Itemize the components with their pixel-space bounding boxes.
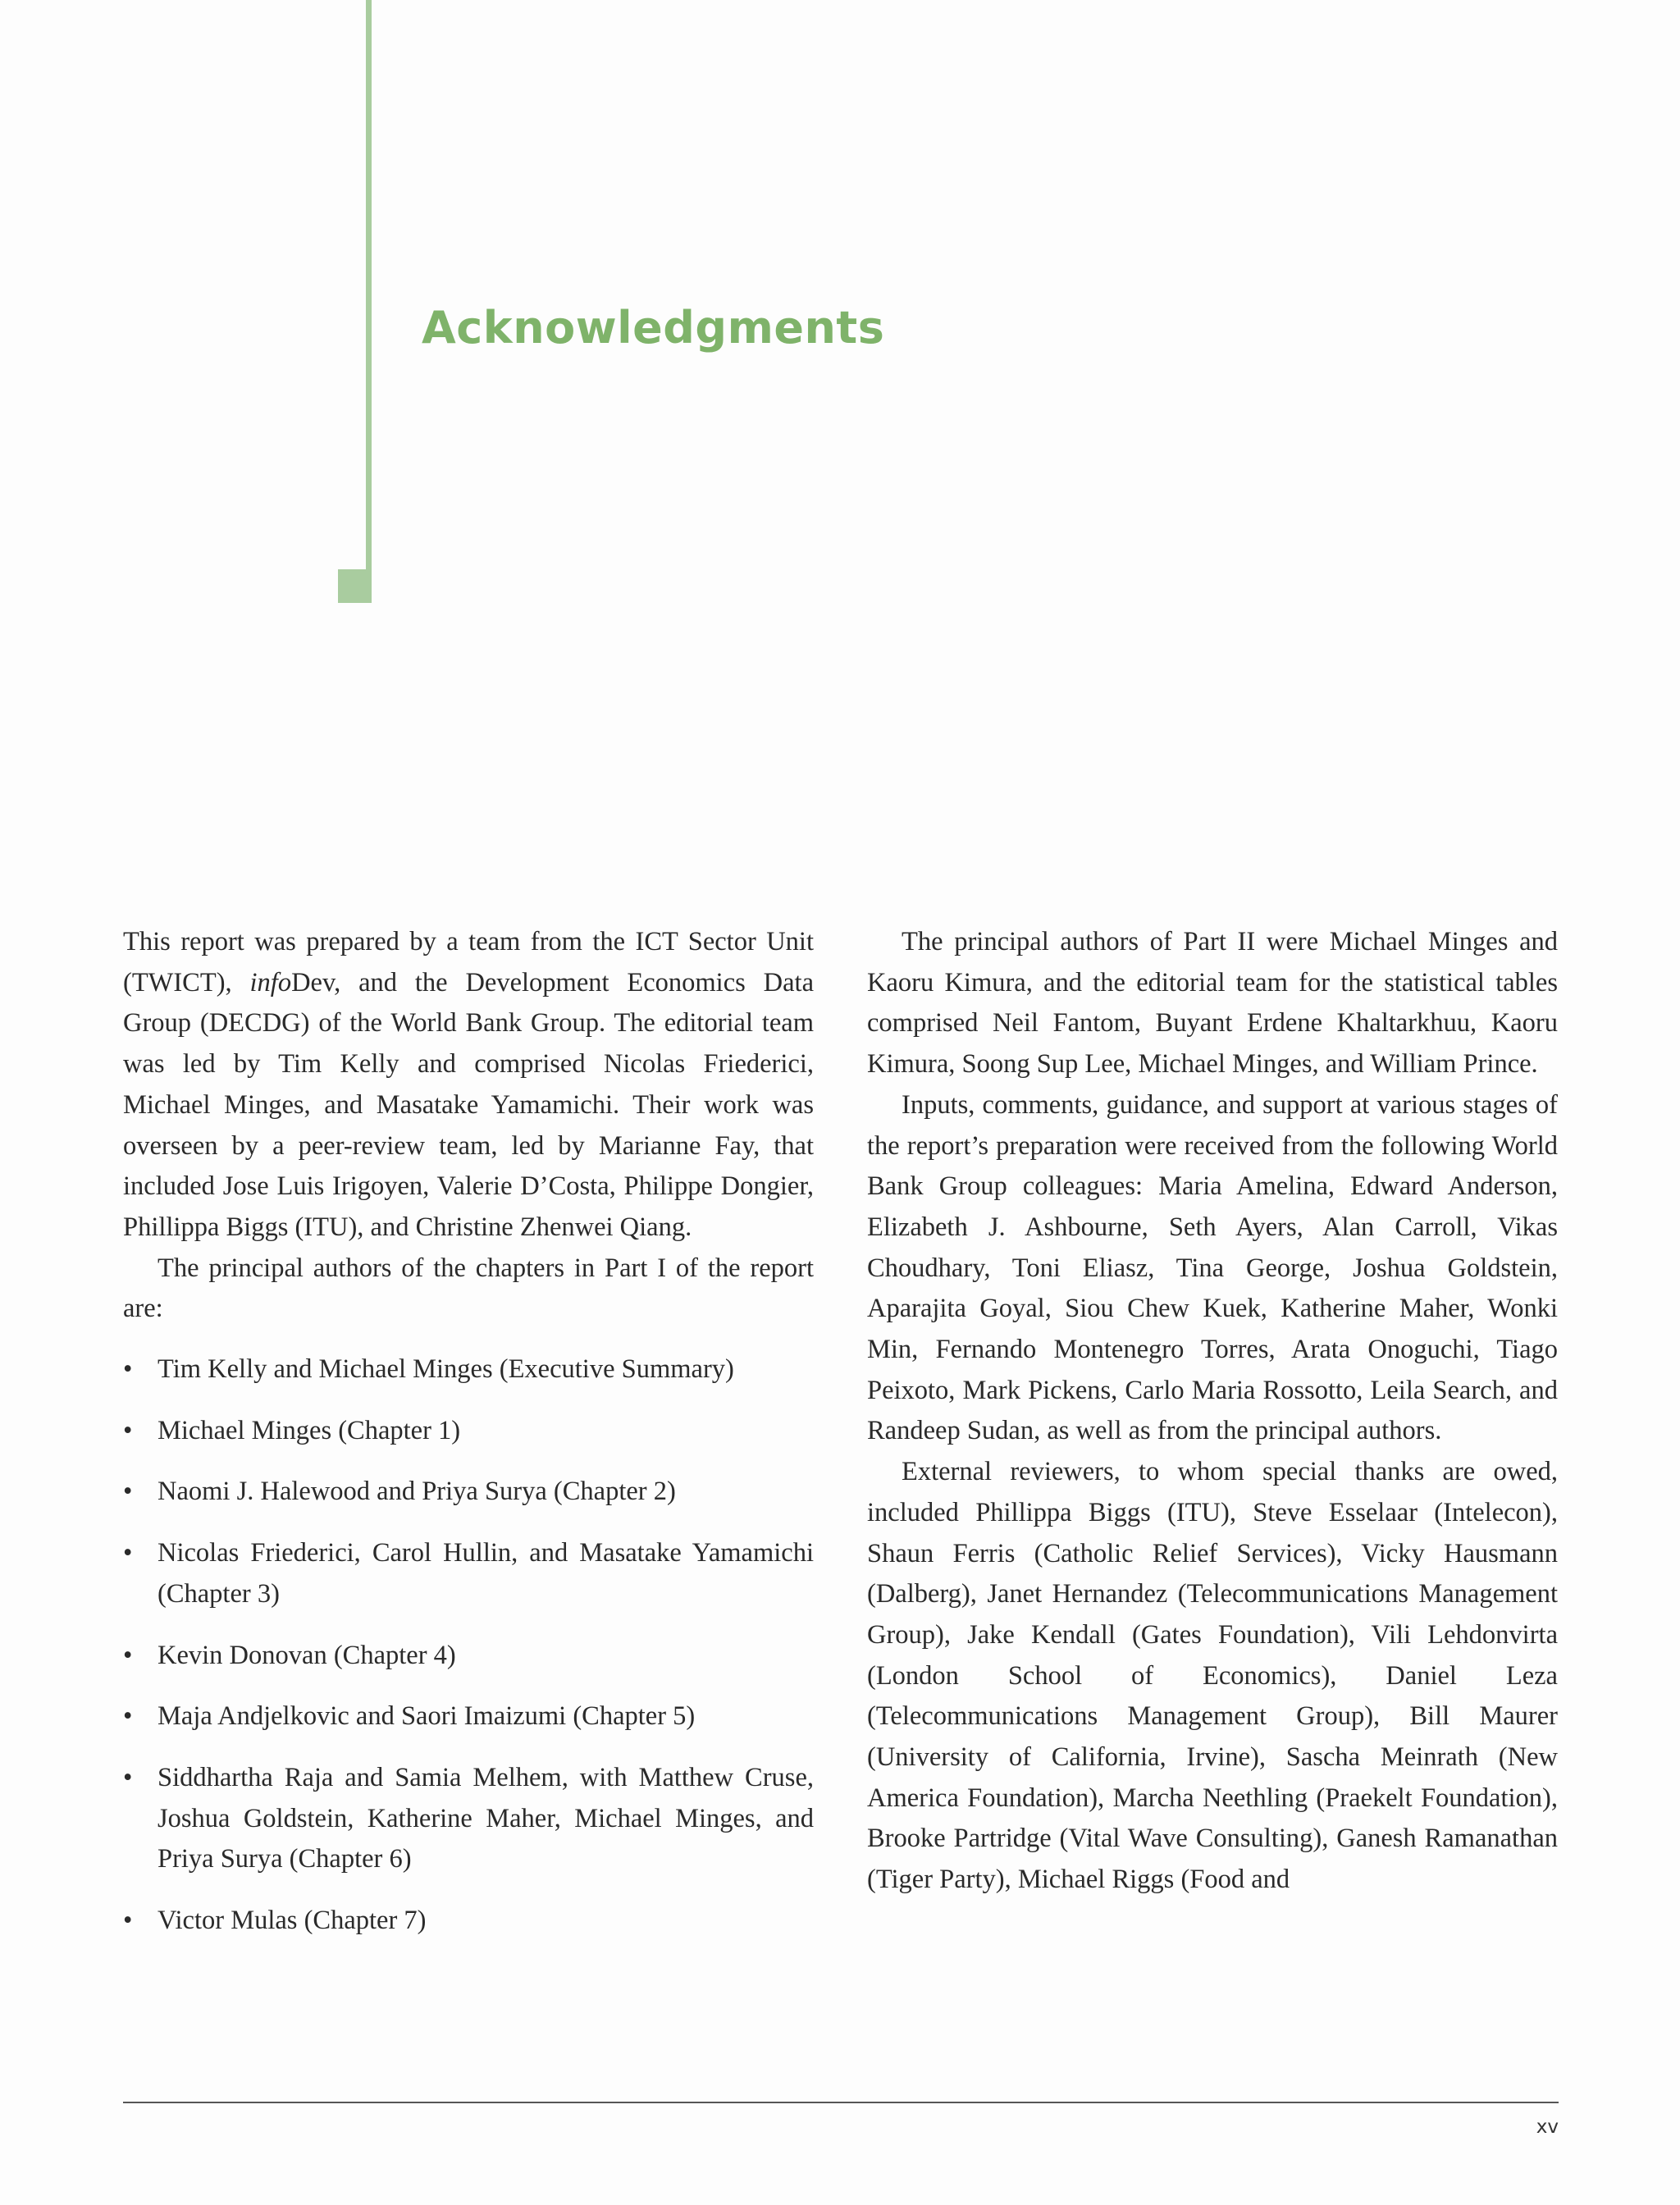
decorative-square	[338, 569, 372, 603]
list-item-text: Maja Andjelkovic and Saori Imaizumi (Chapter 5)	[158, 1701, 696, 1732]
page-number: xv	[1536, 2116, 1559, 2138]
colleagues-paragraph: Inputs, comments, guidance, and support at various stages of the report’s preparation were received from the following World Bank Group colleagues: Maria Amelina, Edward Anderson, Elizabeth J. Ashbourne, Seth Ayers, Alan Carroll, Vikas Choudhary, Toni Eliasz, Tina George, Joshua Goldstein, Aparajita Goyal, Siou Chew Kuek, Katherine Maher, Wonki Min, Fernando Montenegro Torres, Arata Onoguchi, Tiago Peixoto, Mark Pickens, Carlo Maria Rossotto, Leila Search, and Randeep Sudan, as well as from the principal authors.	[867, 1089, 1558, 1446]
list-item	[123, 1349, 814, 1390]
list-item-text: Naomi J. Halewood and Priya Surya (Chapter 2)	[158, 1477, 676, 1507]
decorative-vertical-rule	[366, 0, 372, 603]
list-item-text: Victor Mulas (Chapter 7)	[158, 1906, 427, 1936]
list-item	[123, 1758, 814, 1880]
chapter-authors-list	[123, 1349, 814, 1942]
left-column	[123, 922, 814, 1962]
list-item	[123, 1411, 814, 1452]
bullet-icon: •	[123, 1538, 133, 1568]
external-reviewers-paragraph: External reviewers, to whom special thanks are owed, included Phillippa Biggs (ITU), Steve Esselaar (Intelecon), Shaun Ferris (Catholic Relief Services), Vicky Hausmann (Dalberg), Janet Hernandez (Telecommunications Management Group), Jake Kendall (Gates Foundation), Vili Lehdonvirta (London School of Economics), Daniel Leza (Telecommunications Management Group), Bill Maurer (University of California, Irvine), Sascha Meinrath (New America Foundation), Marcha Neethling (Praekelt Foundation), Brooke Partridge (Vital Wave Consulting), Ganesh Ramanathan (Tiger Party), Michael Riggs (Food and	[867, 1457, 1558, 1895]
list-item	[123, 1901, 814, 1942]
part1-intro-paragraph: The principal authors of the chapters in Part I of the report are:	[123, 1253, 814, 1324]
bullet-icon: •	[123, 1701, 133, 1732]
bullet-icon: •	[123, 1906, 133, 1936]
list-item-text: Michael Minges (Chapter 1)	[158, 1415, 461, 1445]
bullet-icon: •	[123, 1477, 133, 1507]
list-item	[123, 1533, 814, 1614]
page-title: Acknowledgments	[422, 302, 885, 354]
list-item	[123, 1636, 814, 1677]
bullet-icon: •	[123, 1354, 133, 1385]
list-item-text: Tim Kelly and Michael Minges (Executive Summary)	[158, 1354, 734, 1385]
list-item-text: Kevin Donovan (Chapter 4)	[158, 1640, 456, 1670]
intro-paragraph	[123, 922, 814, 1249]
list-item-text: Nicolas Friederici, Carol Hullin, and Masatake Yamamichi (Chapter 3)	[158, 1538, 814, 1609]
list-item-text: Siddhartha Raja and Samia Melhem, with Matthew Cruse, Joshua Goldstein, Katherine Maher, Michael Minges, and Priya Surya (Chapter 6)	[158, 1762, 814, 1874]
intro-text-rest: Dev, and the Development Economics Data Group (DECDG) of the World Bank Group. The editorial team was led by Tim Kelly and comprised Nicolas Friederici, Michael Minges, and Masatake Yamamichi. Their work was overseen by a peer-review team, led by Marianne Fay, that included Jose Luis Irigoyen, Valerie D’Costa, Philippe Dongier, Phillippa Biggs (ITU), and Christine Zhenwei Qiang.	[123, 967, 814, 1242]
bullet-icon: •	[123, 1415, 133, 1445]
intro-text-start: This report was prepared by a team from the ICT Sector Unit (TWICT),	[123, 927, 814, 998]
list-item	[123, 1472, 814, 1513]
list-item	[123, 1696, 814, 1737]
infodev-italic: info	[249, 967, 292, 998]
right-column	[867, 922, 1558, 1901]
part2-authors-paragraph: The principal authors of Part II were Michael Minges and Kaoru Kimura, and the editorial team for the statistical tables comprised Neil Fantom, Buyant Erdene Khaltarkhuu, Kaoru Kimura, Soong Sup Lee, Michael Minges, and William Prince.	[867, 927, 1558, 1080]
bullet-icon: •	[123, 1640, 133, 1670]
footer-rule	[123, 2102, 1559, 2103]
bullet-icon: •	[123, 1762, 133, 1792]
